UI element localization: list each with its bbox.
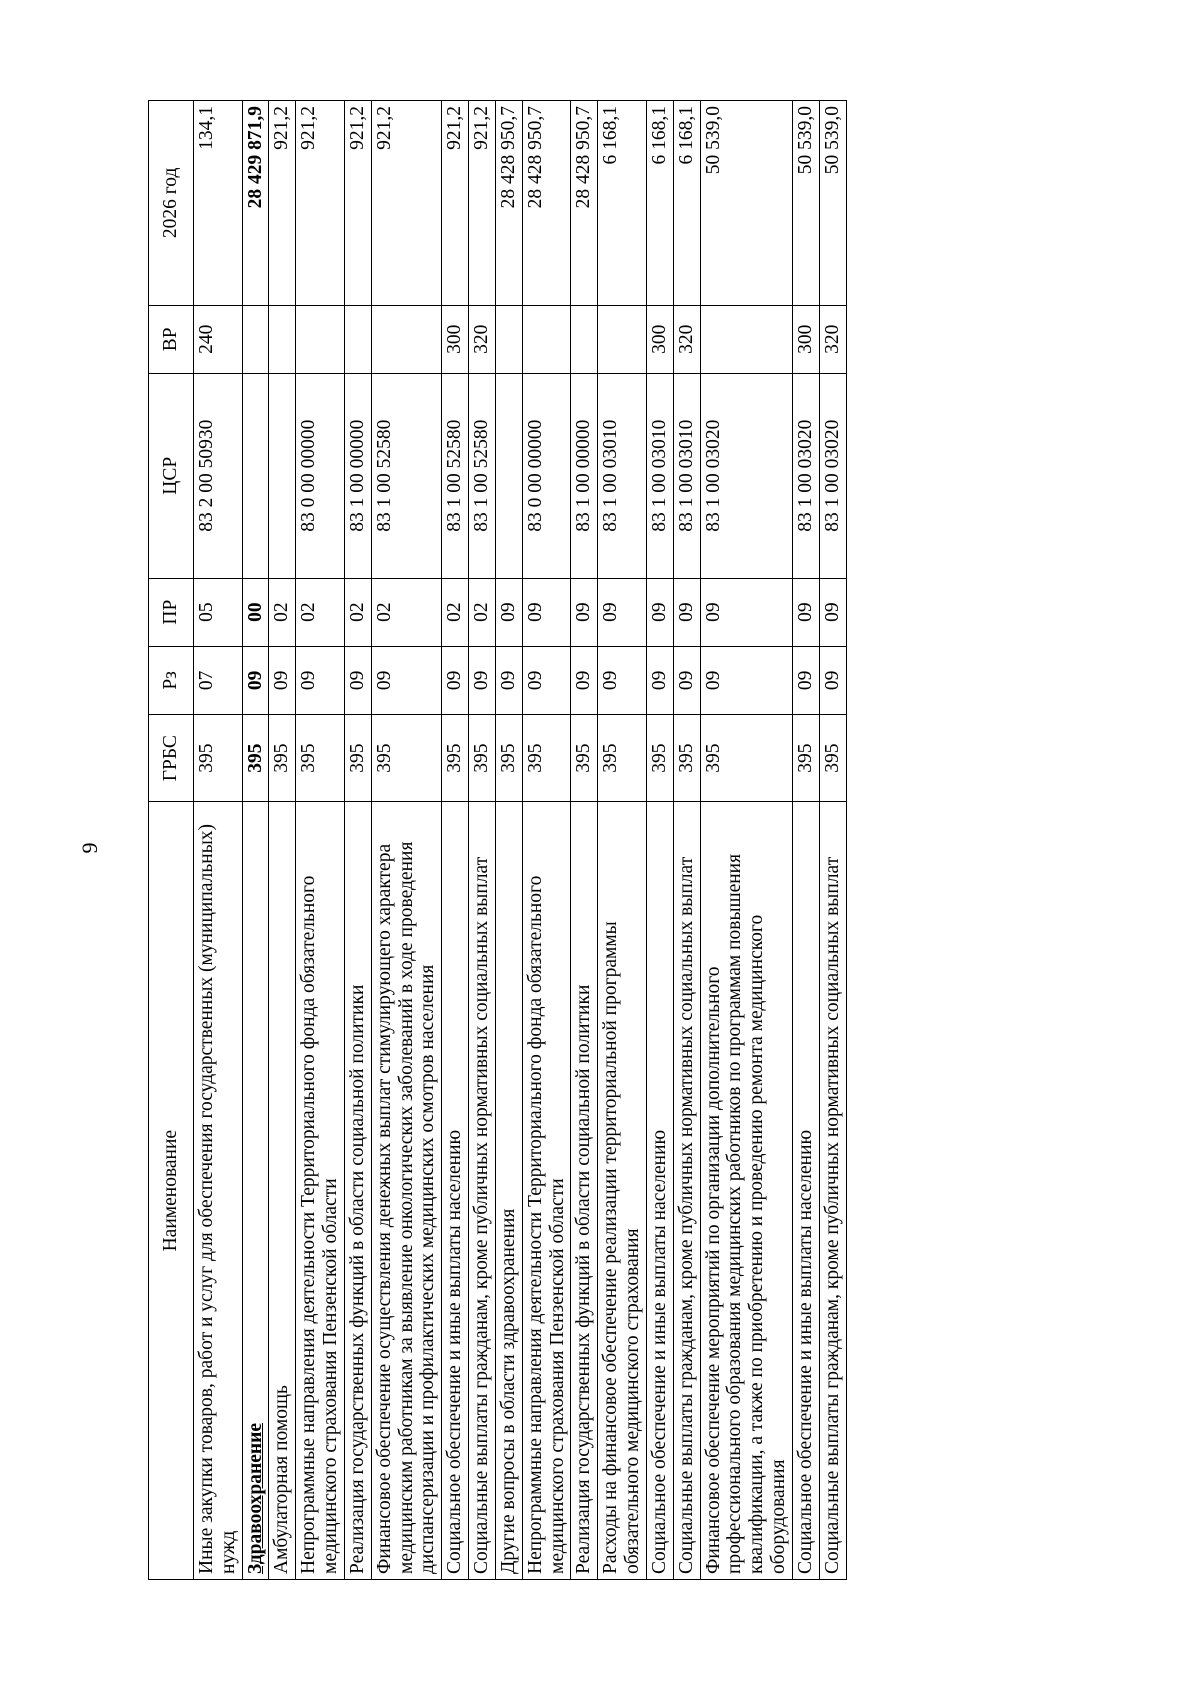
cell-vr: 240 [194,305,243,373]
cell-name: Здравоохранение [242,802,269,1580]
cell-pr: 00 [242,578,269,646]
cell-csr: 83 1 00 00000 [344,373,371,578]
table-row [673,101,700,1580]
cell-pr: 05 [194,578,243,646]
cell-csr: 83 1 00 03020 [792,373,819,578]
cell-vr: 320 [819,305,846,373]
table-row [344,101,371,1580]
header-vr: ВР [149,305,194,373]
cell-csr: 83 1 00 03020 [700,373,792,578]
cell-csr: 83 1 00 03020 [819,373,846,578]
cell-grbs: 395 [269,715,296,802]
cell-csr: 83 1 00 52580 [469,373,496,578]
cell-grbs: 395 [371,715,441,802]
cell-year-value: 921,2 [269,101,296,306]
budget-table [148,100,847,1580]
cell-year-value: 6 168,1 [646,101,673,306]
cell-csr [269,373,296,578]
cell-name: Непрограммные направления деятельности Территориального фонда обязательного медицинского страхования Пензенской области [522,802,571,1580]
cell-year-value: 28 428 950,7 [571,101,598,306]
cell-vr [296,305,345,373]
cell-name: Другие вопросы в области здравоохранения [495,802,522,1580]
cell-grbs: 395 [296,715,345,802]
table-row [700,101,792,1580]
cell-year-value: 921,2 [371,101,441,306]
cell-rz: 09 [442,646,469,714]
table-row [194,101,243,1580]
cell-rz: 09 [700,646,792,714]
cell-csr: 83 1 00 03010 [646,373,673,578]
cell-name: Финансовое обеспечение осуществления денежных выплат стимулирующего характера медицинским работникам за выявление онкологических заболеваний в ходе проведения диспансеризации и профилактических медицинских осмотров населения [371,802,441,1580]
cell-vr: 320 [469,305,496,373]
cell-rz: 09 [673,646,700,714]
cell-year-value: 921,2 [469,101,496,306]
cell-year-value: 28 428 950,7 [495,101,522,306]
cell-name: Амбулаторная помощь [269,802,296,1580]
cell-csr [495,373,522,578]
cell-vr: 300 [646,305,673,373]
cell-rz: 07 [194,646,243,714]
cell-pr: 02 [269,578,296,646]
cell-pr: 09 [792,578,819,646]
cell-name: Иные закупки товаров, работ и услуг для обеспечения государственных (муниципальных) нужд [194,802,243,1580]
cell-csr: 83 1 00 00000 [571,373,598,578]
cell-grbs: 395 [495,715,522,802]
cell-vr: 320 [673,305,700,373]
cell-name: Социальное обеспечение и иные выплаты населению [792,802,819,1580]
cell-grbs: 395 [700,715,792,802]
table-row [495,101,522,1580]
cell-name: Социальное обеспечение и иные выплаты населению [442,802,469,1580]
cell-name: Расходы на финансовое обеспечение реализации территориальной программы обязательного медицинского страхования [598,802,647,1580]
cell-csr [242,373,269,578]
cell-name: Социальные выплаты гражданам, кроме публичных нормативных социальных выплат [819,802,846,1580]
table-row [571,101,598,1580]
cell-rz: 09 [296,646,345,714]
header-pr: ПР [149,578,194,646]
rotated-table-container [148,100,1048,1580]
cell-pr: 09 [571,578,598,646]
cell-year-value: 28 428 950,7 [522,101,571,306]
table-row [598,101,647,1580]
cell-name: Реализация государственных функций в области социальной политики [344,802,371,1580]
table-body [194,101,847,1580]
cell-csr: 83 1 00 03010 [673,373,700,578]
table-header-row [149,101,194,1580]
cell-vr [598,305,647,373]
cell-pr: 09 [495,578,522,646]
cell-rz: 09 [371,646,441,714]
cell-vr [344,305,371,373]
table-row [819,101,846,1580]
cell-csr: 83 1 00 03010 [598,373,647,578]
cell-grbs: 395 [673,715,700,802]
table-row [646,101,673,1580]
cell-pr: 02 [442,578,469,646]
cell-rz: 09 [344,646,371,714]
cell-csr: 83 1 00 52580 [442,373,469,578]
cell-rz: 09 [469,646,496,714]
cell-vr [700,305,792,373]
cell-vr [571,305,598,373]
cell-rz: 09 [819,646,846,714]
cell-year-value: 134,1 [194,101,243,306]
cell-pr: 09 [819,578,846,646]
table-row [242,101,269,1580]
page-number: 9 [77,842,102,854]
cell-grbs: 395 [522,715,571,802]
header-grbs: ГРБС [149,715,194,802]
cell-csr: 83 2 00 50930 [194,373,243,578]
cell-grbs: 395 [598,715,647,802]
cell-pr: 09 [700,578,792,646]
cell-grbs: 395 [819,715,846,802]
table-row [269,101,296,1580]
cell-year-value: 50 539,0 [819,101,846,306]
cell-rz: 09 [522,646,571,714]
cell-name: Социальные выплаты гражданам, кроме публичных нормативных социальных выплат [673,802,700,1580]
cell-rz: 09 [598,646,647,714]
cell-year-value: 921,2 [296,101,345,306]
cell-vr [269,305,296,373]
cell-pr: 09 [598,578,647,646]
cell-name: Непрограммные направления деятельности Территориального фонда обязательного медицинского страхования Пензенской области [296,802,345,1580]
cell-grbs: 395 [242,715,269,802]
table-row [296,101,345,1580]
cell-year-value: 6 168,1 [673,101,700,306]
cell-pr: 02 [344,578,371,646]
header-name: Наименование [149,802,194,1580]
cell-rz: 09 [646,646,673,714]
table-row [522,101,571,1580]
cell-grbs: 395 [344,715,371,802]
cell-grbs: 395 [194,715,243,802]
cell-year-value: 6 168,1 [598,101,647,306]
cell-vr [371,305,441,373]
cell-grbs: 395 [792,715,819,802]
cell-rz: 09 [571,646,598,714]
header-csr: ЦСР [149,373,194,578]
cell-vr [242,305,269,373]
cell-year-value: 921,2 [344,101,371,306]
table-row [792,101,819,1580]
cell-rz: 09 [269,646,296,714]
cell-grbs: 395 [469,715,496,802]
cell-name: Финансовое обеспечение мероприятий по организации дополнительного профессионального образования медицинских работников по программам повышения квалификации, а также по приобретению и проведению ремонта медицинского оборудования [700,802,792,1580]
cell-year-value: 921,2 [442,101,469,306]
cell-csr: 83 1 00 52580 [371,373,441,578]
cell-pr: 09 [646,578,673,646]
cell-grbs: 395 [442,715,469,802]
cell-vr [495,305,522,373]
cell-csr: 83 0 00 00000 [522,373,571,578]
cell-rz: 09 [792,646,819,714]
cell-year-value: 50 539,0 [700,101,792,306]
header-year: 2026 год [149,101,194,306]
cell-name: Социальное обеспечение и иные выплаты населению [646,802,673,1580]
header-rz: Рз [149,646,194,714]
cell-year-value: 28 429 871,9 [242,101,269,306]
cell-name: Социальные выплаты гражданам, кроме публичных нормативных социальных выплат [469,802,496,1580]
cell-pr: 02 [296,578,345,646]
cell-pr: 09 [522,578,571,646]
table-row [371,101,441,1580]
cell-pr: 02 [469,578,496,646]
cell-grbs: 395 [571,715,598,802]
cell-pr: 02 [371,578,441,646]
cell-year-value: 50 539,0 [792,101,819,306]
cell-rz: 09 [242,646,269,714]
cell-vr: 300 [792,305,819,373]
cell-grbs: 395 [646,715,673,802]
cell-vr [522,305,571,373]
cell-csr: 83 0 00 00000 [296,373,345,578]
table-row [442,101,469,1580]
cell-vr: 300 [442,305,469,373]
table-row [469,101,496,1580]
cell-pr: 09 [673,578,700,646]
cell-rz: 09 [495,646,522,714]
cell-name: Реализация государственных функций в области социальной политики [571,802,598,1580]
